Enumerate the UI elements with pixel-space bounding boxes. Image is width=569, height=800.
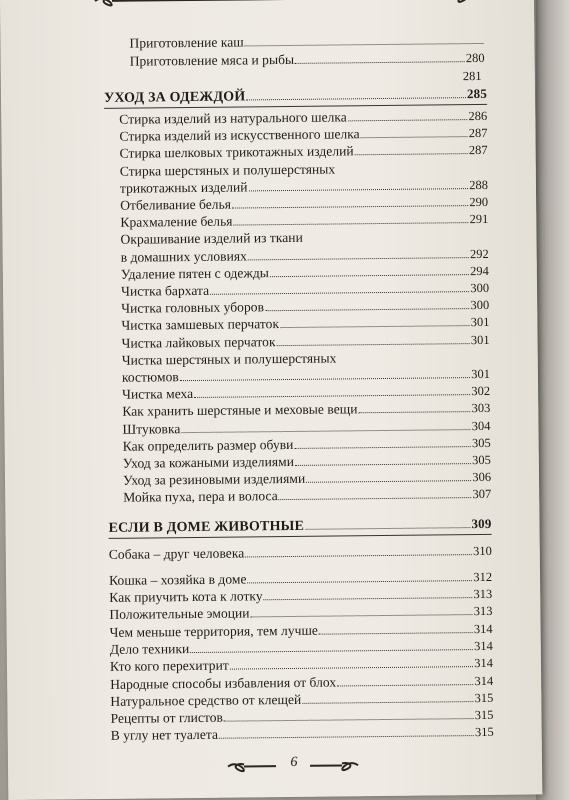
dot-leader [180, 366, 471, 381]
dot-leader [295, 50, 465, 64]
toc-page-number: 315 [474, 707, 494, 723]
dot-leader [358, 400, 470, 413]
dot-leader [361, 125, 468, 138]
toc-page-number: 290 [469, 194, 489, 210]
dot-leader [348, 108, 468, 121]
toc-page-number: 313 [473, 586, 493, 602]
dot-leader [245, 543, 472, 557]
toc-page-number: 292 [469, 246, 489, 261]
toc-entry-label: Кто кого перехитрит [109, 657, 229, 675]
section-page-number: 285 [466, 85, 488, 102]
toc-page-number: 301 [470, 332, 490, 347]
toc-entry-label: Положительные эмоции [109, 605, 250, 623]
toc-entry-label-continued: костюмов [121, 369, 179, 385]
toc-page-number: 300 [470, 298, 490, 313]
dot-leader [210, 280, 469, 295]
toc-page-number: 314 [474, 673, 494, 688]
dot-leader [265, 297, 470, 311]
toc-page-number: 291 [469, 212, 489, 227]
toc-entry-label: Штуковка [122, 420, 181, 437]
dot-leader [233, 211, 468, 225]
toc-entry-label: Удаление пятен с одежды [120, 264, 269, 282]
toc-page-number: 304 [471, 418, 491, 433]
toc-page-number: 305 [471, 435, 491, 450]
toc-entry-label: Уход за кожаными изделиями [122, 453, 295, 471]
dot-leader [295, 452, 471, 466]
toc-entry-label: Стирка изделий из искусственного шелка [119, 126, 360, 144]
toc-entry-label: Как приучить кота к лотку [109, 588, 263, 605]
toc-entry[interactable] [123, 485, 491, 507]
toc-entry-label-continued: в домашних условиях [120, 248, 247, 265]
toc-entry-label: Чистка замшевых перчаток [121, 316, 280, 334]
toc-page-number: 305 [472, 452, 491, 468]
toc-entry[interactable] [109, 542, 492, 564]
toc-page-number: 286 [468, 108, 488, 124]
toc-entry-label: Народные способы избавления от блох [110, 674, 337, 692]
dot-leader [302, 690, 473, 704]
toc-entry-label: Как определить размер обуви [122, 436, 294, 454]
toc-entry-label: Мойка пуха, пера и волоса [123, 488, 278, 506]
toc-entry-label: Стирка шелковых трикотажных изделий [119, 143, 354, 162]
dot-leader [181, 418, 471, 433]
toc-entry-label: Приготовление каш [129, 34, 244, 51]
toc-entry-label: Чистка шерстяных и полушерстяных [121, 350, 337, 368]
toc-entry-label: Дело техники [109, 640, 190, 657]
dot-leader [230, 655, 474, 670]
section-page-number: 309 [471, 515, 492, 532]
toc-entry-label: Стирка шерстяных и полушерстяных [119, 161, 336, 179]
dot-leader [247, 569, 472, 583]
toc-page-number: 288 [469, 177, 489, 192]
toc-page-number: 307 [472, 487, 492, 502]
dot-leader [219, 724, 474, 739]
dot-leader [306, 469, 471, 483]
dot-leader [270, 263, 469, 277]
toc-page-number: 287 [468, 126, 488, 141]
toc-page-number: 303 [471, 401, 491, 416]
toc-entry-label: Отбеливание белья [120, 196, 232, 213]
toc-entry[interactable] [130, 49, 485, 71]
toc-page-number: 280 [465, 50, 485, 66]
page-number: 6 [284, 755, 304, 771]
toc-page-number: 312 [473, 569, 493, 585]
toc-entry-label: Чистка меха [122, 386, 194, 402]
toc-entry-label: В углу нет туалета [110, 727, 219, 744]
toc-entry-label: Как хранить шерстяные и меховые вещи [122, 401, 358, 420]
toc-entry-label-continued: трикотажных изделий [119, 179, 248, 196]
toc-page-number: 281 [462, 68, 482, 84]
dot-leader [246, 86, 466, 100]
dot-leader [279, 486, 472, 500]
toc-page-number: 314 [474, 656, 494, 671]
toc-entry-label: Приготовление мяса и рыбы [129, 51, 295, 69]
dot-leader [224, 707, 474, 722]
toc-entry[interactable] [111, 723, 494, 745]
toc-page-number: 313 [473, 604, 493, 619]
dot-leader [245, 32, 484, 46]
toc-entry-label: Чистка головных уборов [121, 299, 265, 316]
toc-page-number: 301 [471, 366, 491, 382]
dot-leader [232, 194, 469, 208]
toc-page-number: 301 [470, 315, 490, 330]
dot-leader [337, 673, 473, 686]
top-ornament [90, 0, 480, 17]
toc-page-number: 315 [474, 690, 494, 705]
dot-leader [294, 435, 471, 449]
toc-entry-label: Уход за резиновыми изделиями [122, 471, 306, 488]
dot-leader [248, 246, 469, 260]
toc-entry-label: Рецепты от глистов [110, 709, 223, 726]
toc-entry-label: Чистка бархата [120, 282, 210, 299]
dot-leader [190, 638, 473, 653]
toc-entry-label: Кошка – хозяйка в доме [109, 571, 247, 588]
toc-entry-label: Натуральное средство от клещей [110, 691, 302, 709]
toc-page-number: 310 [472, 543, 492, 559]
toc-page-number: 300 [470, 280, 490, 296]
toc-entry-label: Крахмаление белья [120, 213, 233, 230]
dot-leader [355, 143, 468, 156]
section-title: УХОД ЗА ОДЕЖДОЙ [103, 89, 246, 106]
toc-page-number: 314 [473, 638, 493, 653]
dot-leader [194, 383, 470, 398]
toc-entry-label: Стирка изделий из натурального шелка [119, 109, 347, 127]
dot-leader [280, 314, 470, 328]
dot-leader [264, 586, 473, 600]
toc-entry-label: Чистка лайковых перчаток [121, 333, 276, 351]
toc-entry-label: Чем меньше территория, тем лучше [109, 622, 318, 640]
toc-page-number: 315 [474, 725, 494, 740]
dot-leader [276, 332, 469, 346]
toc-page-number: 294 [470, 263, 489, 278]
toc-page-number: 314 [473, 621, 493, 636]
toc-page-number: 306 [472, 470, 492, 485]
dot-leader [250, 603, 472, 617]
dot-leader [248, 177, 468, 191]
dot-leader [319, 621, 473, 635]
toc-page-number: 302 [471, 384, 491, 399]
section-title: ЕСЛИ В ДОМЕ ЖИВОТНЫЕ [108, 518, 305, 536]
toc-entry-label: Собака – друг человека [108, 545, 245, 562]
dot-leader [305, 516, 470, 530]
toc-entry-label: Окрашивание изделий из ткани [120, 230, 303, 248]
toc-page-number: 287 [468, 143, 488, 158]
